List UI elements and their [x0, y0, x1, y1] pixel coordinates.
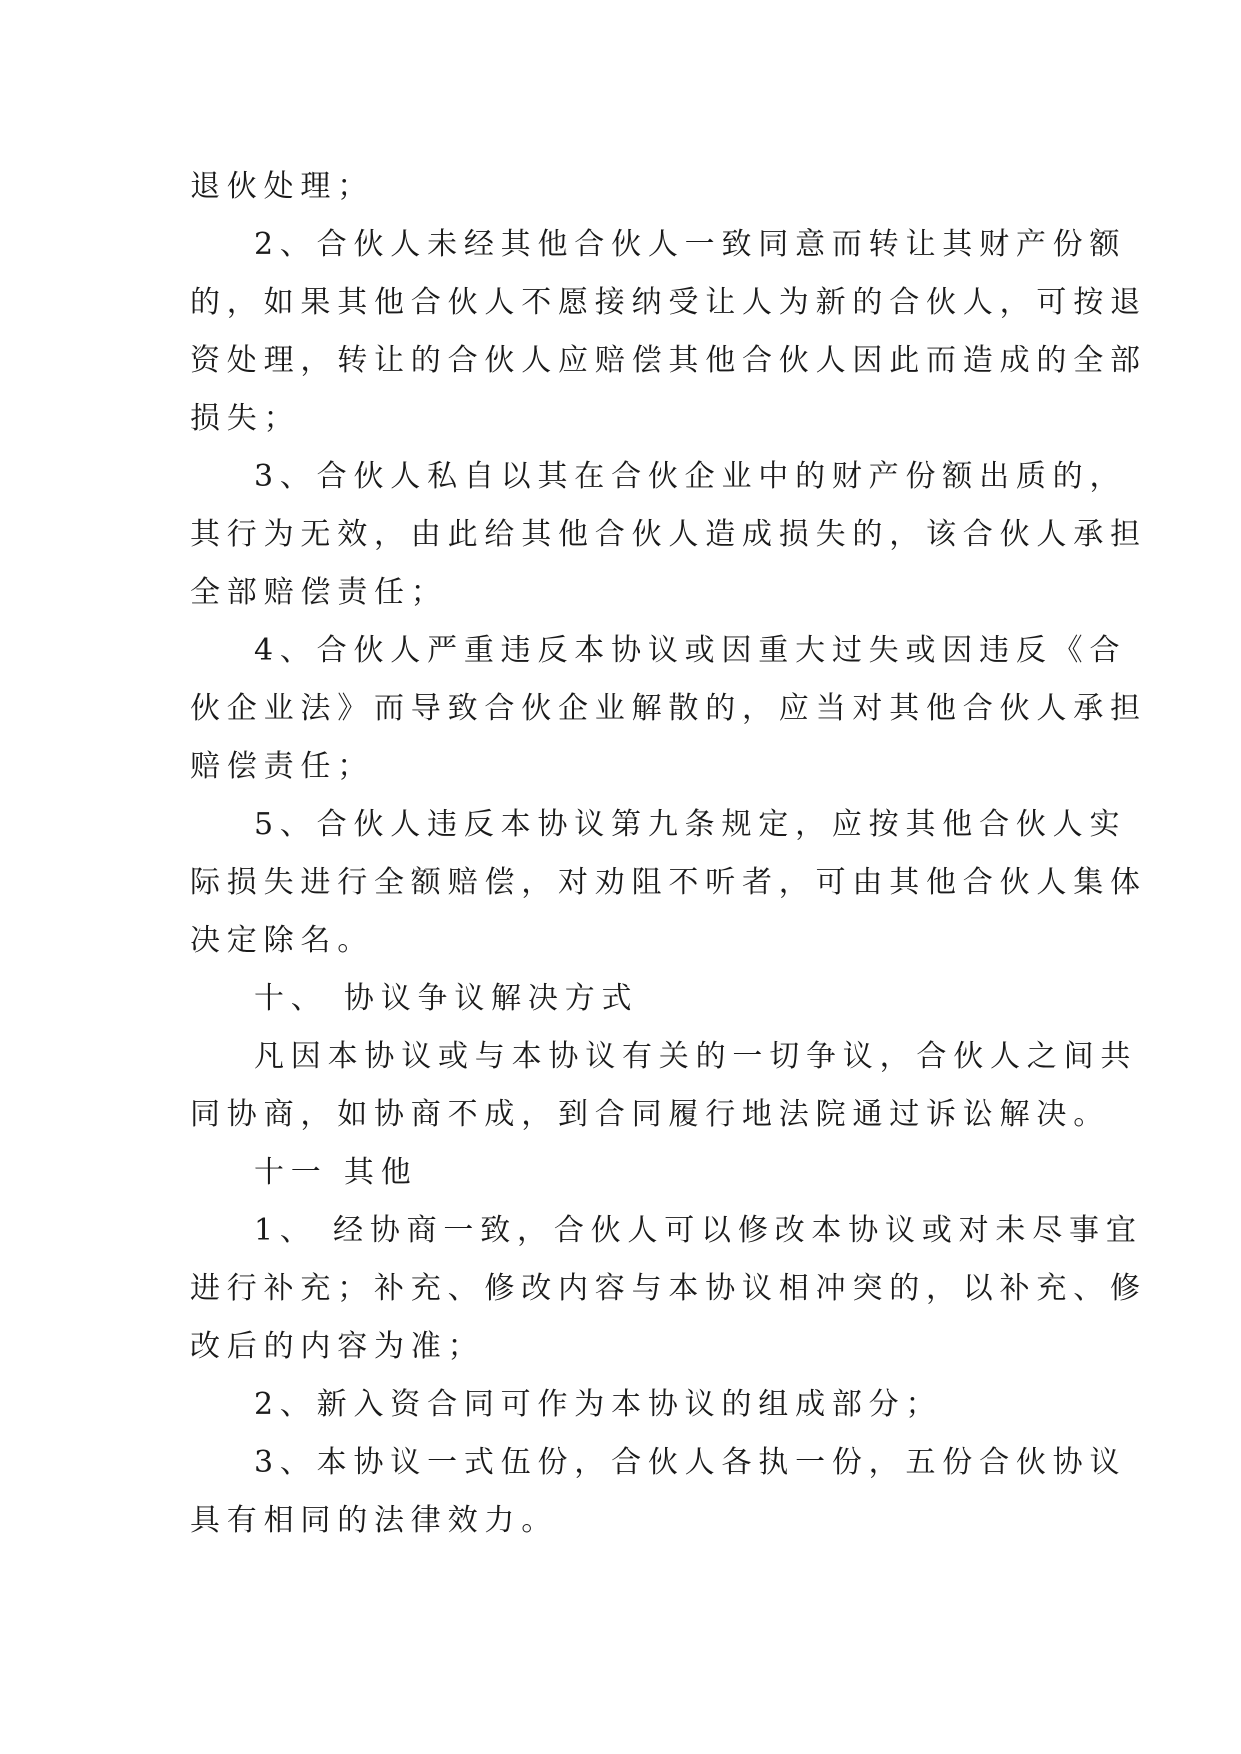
text-line: 全部赔偿责任；	[190, 575, 448, 610]
clause-5-text: 5、合伙人违反本协议第九条规定，应按其他合伙人实	[254, 807, 1127, 842]
text-line: 际损失进行全额赔偿，对劝阻不听者，可由其他合伙人集体	[190, 865, 1147, 900]
text-line: 决定除名。	[190, 923, 374, 958]
other-clause-3-text: 3、本协议一式伍份，合伙人各执一份，五份合伙协议	[254, 1445, 1127, 1480]
text-line: 改后的内容为准；	[190, 1329, 485, 1364]
other-clause-1-text: 1、 经协商一致，合伙人可以修改本协议或对未尽事宜	[254, 1213, 1143, 1248]
clause-3-text: 3、合伙人私自以其在合伙企业中的财产份额出质的，	[254, 459, 1127, 494]
text-line: 同协商，如协商不成，到合同履行地法院通过诉讼解决。	[190, 1097, 1110, 1132]
text-line: 伙企业法》而导致合伙企业解散的，应当对其他合伙人承担	[190, 691, 1147, 726]
text-line: 损失；	[190, 401, 301, 436]
text-line: 其行为无效，由此给其他合伙人造成损失的，该合伙人承担	[190, 517, 1147, 552]
clause-4-text: 4、合伙人严重违反本协议或因重大过失或因违反《合	[254, 633, 1127, 668]
document-body	[190, 158, 1147, 1550]
text-line: 进行补充；补充、修改内容与本协议相冲突的，以补充、修	[190, 1271, 1147, 1306]
text-line: 退伙处理；	[190, 169, 374, 204]
other-clause-2-text: 2、新入资合同可作为本协议的组成部分；	[254, 1387, 943, 1422]
section-heading-11: 十一 其他	[254, 1155, 418, 1190]
text-line: 赔偿责任；	[190, 749, 374, 784]
text-line: 具有相同的法律效力。	[190, 1503, 558, 1538]
section-heading-10: 十、 协议争议解决方式	[254, 981, 639, 1016]
text-line: 的，如果其他合伙人不愿接纳受让人为新的合伙人，可按退	[190, 285, 1147, 320]
clause-2-text: 2、合伙人未经其他合伙人一致同意而转让其财产份额	[254, 227, 1127, 262]
dispute-resolution-text: 凡因本协议或与本协议有关的一切争议，合伙人之间共	[254, 1039, 1138, 1074]
text-line: 资处理，转让的合伙人应赔偿其他合伙人因此而造成的全部	[190, 343, 1147, 378]
